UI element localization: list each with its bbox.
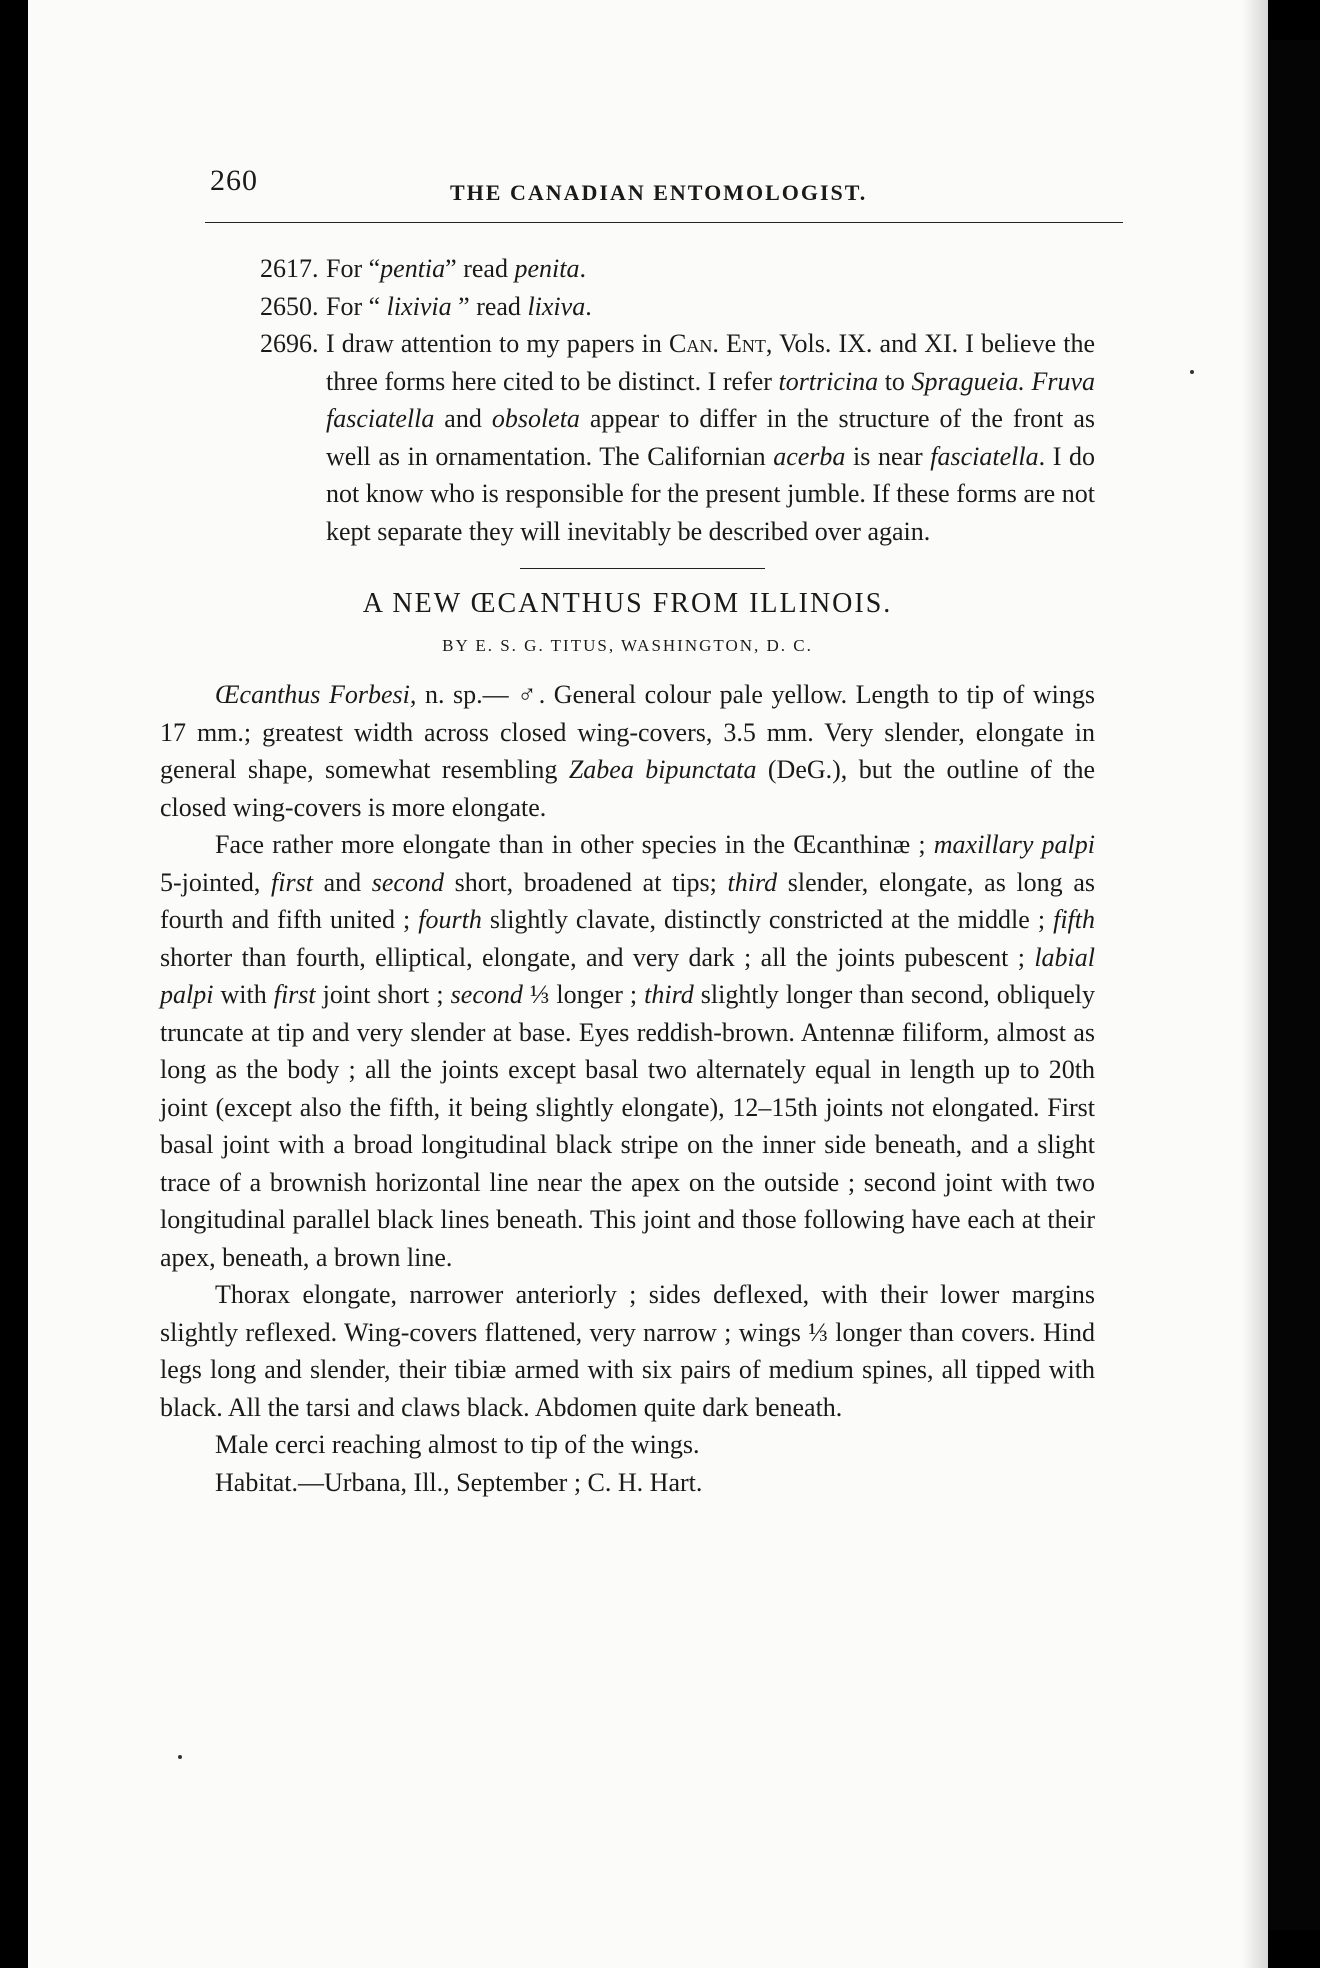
erratum-number: 2696. <box>260 329 319 358</box>
emphasis: second <box>371 867 444 897</box>
article-title: A NEW ŒCANTHUS FROM ILLINOIS. <box>362 588 893 619</box>
note-text: , Vols. IX. and XI. I believe the three forms here cited to be distinct. I refer <box>326 329 1096 396</box>
emphasis: maxillary palpi <box>933 830 1095 859</box>
paragraph-text: (DeG.), but the outline of the closed wing-covers is more elongate. <box>160 755 1096 822</box>
paragraph-text: Face rather more elongate than in other species in the Œcanthinæ ; <box>215 830 934 859</box>
emphasis: second <box>450 980 523 1009</box>
paragraph-text: slightly longer than second, obliquely truncate at tip and very slender at base. Eyes reddish-brown. Antennæ filiform, almost as long as the body ; all the joints except basal two alternately equal in length up to 20th joint (except also the fifth, it being slightly elongate), 12–15th joints not elongated. First basal joint with a broad longitudinal black stripe on the inner side beneath, and a slight trace of a brownish horizontal line near the apex on the outside ; second joint with two longitudinal parallel black lines beneath. This joint and those following have each at their apex, beneath, a brown line. <box>160 980 1095 1272</box>
erratum-text: ” read <box>445 254 515 283</box>
species-name: Zabea bipunctata <box>568 755 757 784</box>
erratum-correct: lixiva <box>527 291 586 321</box>
erratum-text: ” read <box>451 291 528 321</box>
errata-list <box>260 250 1095 550</box>
emphasis: labial palpi <box>160 942 1095 1009</box>
emphasis: third <box>727 867 778 897</box>
article-body <box>160 676 1095 1501</box>
species-name: Fruva fasciatella <box>326 366 1095 433</box>
note-text: appear to differ in the structure of the front as well as in ornamentation. The Californian <box>326 404 1096 471</box>
header-rule <box>205 222 1123 223</box>
species-name: Œcanthus Forbesi, <box>215 680 417 709</box>
erratum-number: 2650. <box>260 291 319 321</box>
species-name: fasciatella <box>930 441 1039 471</box>
erratum-2617 <box>260 250 1095 288</box>
species-name: tortricina <box>778 366 879 396</box>
paragraph-text: with <box>213 980 274 1009</box>
note-text: is near <box>845 441 931 471</box>
note-text: I draw attention to my papers in <box>326 329 670 358</box>
note-text: to <box>878 366 912 396</box>
article-byline: BY E. S. G. TITUS, WASHINGTON, D. C. <box>442 635 813 655</box>
speck <box>178 1755 182 1759</box>
note-2696 <box>260 325 1096 550</box>
erratum-2650 <box>260 288 1095 326</box>
erratum-wrong: lixivia <box>386 291 452 321</box>
paragraph-habitat: Habitat.—Urbana, Ill., September ; C. H. Hart. <box>215 1467 703 1497</box>
book-binding-edge <box>1268 40 1320 1930</box>
speck <box>1190 370 1194 374</box>
note-text: . I do not know who is responsible for the present jumble. If these forms are not kept separate they will inevitably be described over again. <box>326 441 1095 546</box>
erratum-wrong: pentia <box>380 254 446 283</box>
paragraph-cerci: Male cerci reaching almost to tip of the wings. <box>215 1430 700 1459</box>
emphasis: first <box>271 867 313 897</box>
paragraph-face <box>160 826 1095 1276</box>
emphasis: fourth <box>418 905 482 934</box>
genus-name: Spragueia. <box>911 366 1025 396</box>
paragraph-text: short, broadened at tips; <box>443 867 728 897</box>
paragraph-text: shorter than fourth, elliptical, elongate, and very dark ; all the joints pubescent ; <box>160 942 1035 972</box>
note-text: and <box>434 404 492 433</box>
paragraph-text: n. sp.— ♂. General colour pale yellow. Length to tip of wings 17 mm.; greatest width across closed wing-covers, 3.5 mm. Very slender, elongate in general shape, somewhat resembling <box>160 680 1095 784</box>
erratum-text: . <box>585 291 592 321</box>
species-name: obsoleta <box>491 404 580 433</box>
page-header <box>210 160 1128 220</box>
paragraph-text: ⅓ longer ; <box>522 980 645 1009</box>
paragraph-thorax: Thorax elongate, narrower anteriorly ; sides deflexed, with their lower margins slightly reflexed. Wing-covers flattened, very narrow ; wings ⅓ longer than covers. Hind legs long and slender, their tibiæ armed with six pairs of medium spines, all tipped with black. All the tarsi and claws black. Abdomen quite dark beneath. <box>160 1280 1095 1422</box>
journal-abbrev: Can. Ent <box>669 329 766 358</box>
erratum-text: . <box>579 254 586 283</box>
running-title: THE CANADIAN ENTOMOLOGIST. <box>450 180 868 205</box>
species-name: acerba <box>773 441 846 471</box>
page-content <box>160 250 1095 1501</box>
paragraph-text: slightly clavate, distinctly constricted at the middle ; <box>481 905 1054 934</box>
paragraph-text: and <box>312 867 372 897</box>
emphasis: third <box>644 980 694 1009</box>
paragraph-text: 5-jointed, <box>160 867 272 897</box>
page-number: 260 <box>210 164 258 197</box>
page-edge-shadow <box>1242 0 1268 1968</box>
section-separator <box>520 568 765 569</box>
paragraph-text: joint short ; <box>315 980 451 1009</box>
erratum-correct: penita <box>514 254 580 283</box>
erratum-text: For “ <box>326 254 381 283</box>
paragraph-text: slender, elongate, as long as fourth and fifth united ; <box>160 867 1095 934</box>
erratum-number: 2617. <box>260 254 319 283</box>
erratum-text: For “ <box>326 291 387 321</box>
emphasis: first <box>273 980 316 1009</box>
emphasis: fifth <box>1053 905 1095 934</box>
paragraph-description <box>160 676 1095 826</box>
